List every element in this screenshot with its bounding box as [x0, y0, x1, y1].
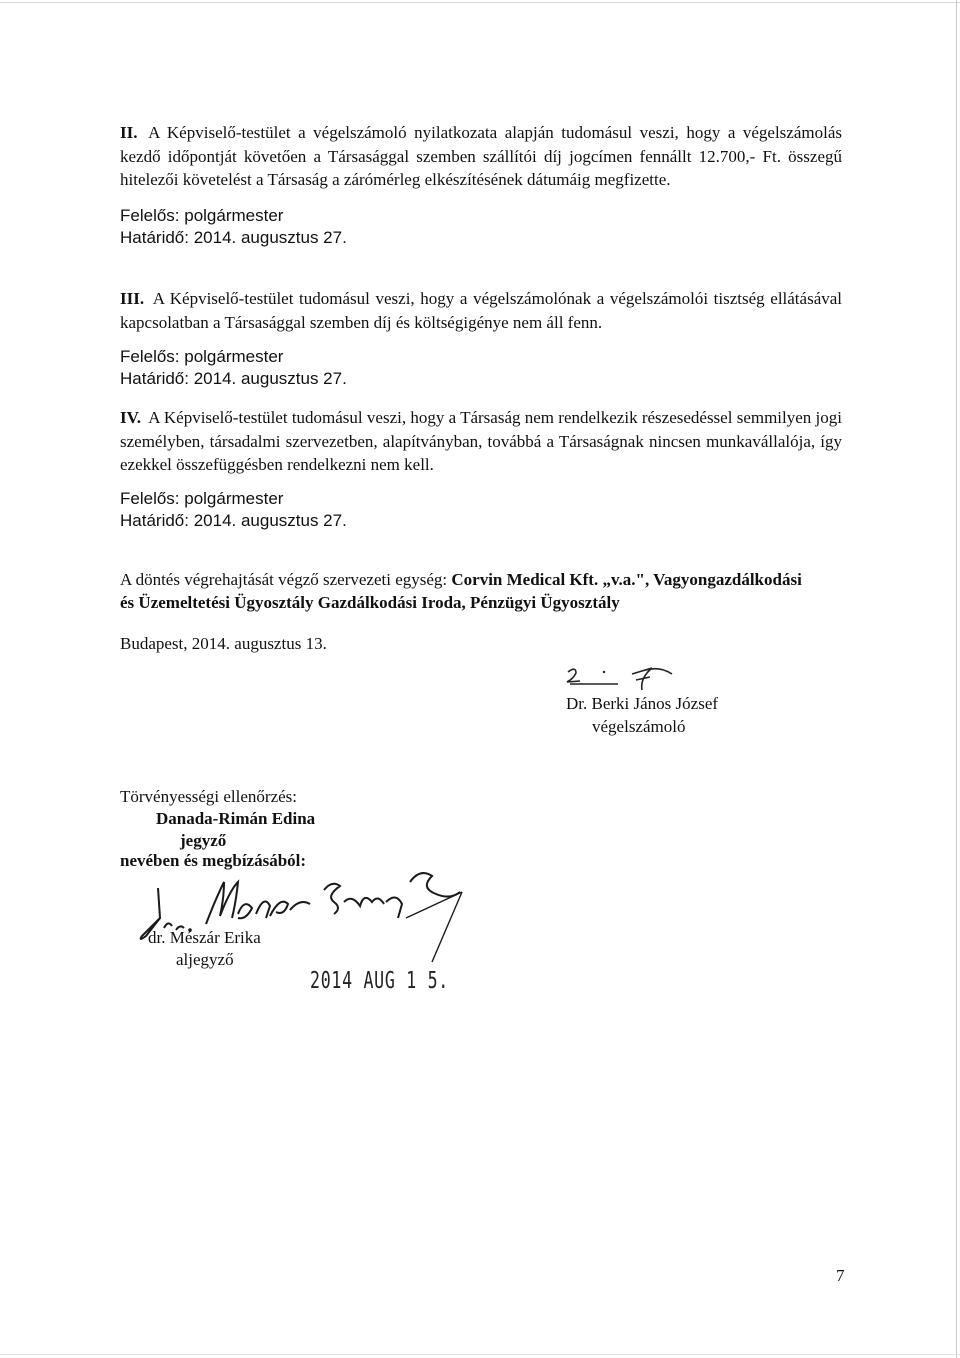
deputy-name: dr. Mészár Erika [148, 928, 261, 947]
section-ii-responsible: Felelős: polgármester [120, 206, 284, 225]
scan-edge-bottom [0, 1354, 960, 1355]
section-iv-deadline: Határidő: 2014. augusztus 27. [120, 511, 347, 530]
section-iii-number: III. [120, 289, 145, 308]
scan-edge-right [956, 0, 957, 1358]
notary-title: jegyző [180, 831, 227, 850]
deputy-title: aljegyző [176, 950, 234, 969]
section-iv-number: IV. [120, 408, 141, 427]
liquidator-title: végelszámoló [592, 717, 686, 736]
liquidator-signature [560, 660, 700, 692]
section-iii-deadline: Határidő: 2014. augusztus 27. [120, 369, 347, 388]
section-ii-paragraph [120, 121, 842, 192]
date-stamp: 2014 AUG 1 5. [310, 968, 449, 994]
legality-heading: Törvényességi ellenőrzés: [120, 787, 298, 806]
notary-name: Danada-Rimán Edina [156, 809, 316, 828]
section-iv-responsible: Felelős: polgármester [120, 489, 284, 508]
on-behalf-label: nevében és megbízásából: [120, 851, 307, 870]
scan-edge-top [0, 2, 960, 3]
executing-unit-units-1: Corvin Medical Kft. „v.a.", Vagyongazdálkodási [451, 570, 802, 589]
section-iv-text: A Képviselő-testület tudomásul veszi, hogy a Társaság nem rendelkezik részesedéssel semmilyen jogi személyben, társadalmi szervezetben, alapítványban, továbbá a Társaságnak nincsen munkavállalója, így ezekkel összefüggésben rendelkezni nem kell. [120, 408, 843, 474]
section-iii-responsible: Felelős: polgármester [120, 347, 284, 366]
place-date: Budapest, 2014. augusztus 13. [120, 634, 327, 653]
section-ii-text: A Képviselő-testület a végelszámoló nyilatkozata alapján tudomásul veszi, hogy a végelszámolás kezdő időpontját követően a Társasággal szemben szállítói díj jogcímen fennállt 12.700,- Ft. összegű hitelezői követelést a Társaság a zárómérleg elkészítésének dátumáig megfizette. [120, 123, 843, 189]
executing-unit-units-2: és Üzemeltetési Ügyosztály Gazdálkodási Iroda, Pénzügyi Ügyosztály [120, 593, 620, 612]
section-ii-number: II. [120, 123, 138, 142]
page-number: 7 [836, 1266, 845, 1285]
liquidator-name: Dr. Berki János József [566, 694, 719, 713]
liquidator-block [566, 692, 718, 738]
section-iv-paragraph [120, 406, 842, 477]
executing-unit-line1 [120, 569, 802, 591]
deputy-block [148, 927, 261, 971]
section-iii-text: A Képviselő-testület tudomásul veszi, hogy a végelszámolónak a végelszámolói tisztség ellátásával kapcsolatban a Társasággal szemben díj és költségigénye nem áll fenn. [120, 289, 843, 332]
section-ii-deadline: Határidő: 2014. augusztus 27. [120, 228, 347, 247]
section-iii-paragraph [120, 287, 842, 334]
executing-unit-prefix: A döntés végrehajtását végző szervezeti egység: [120, 570, 452, 589]
